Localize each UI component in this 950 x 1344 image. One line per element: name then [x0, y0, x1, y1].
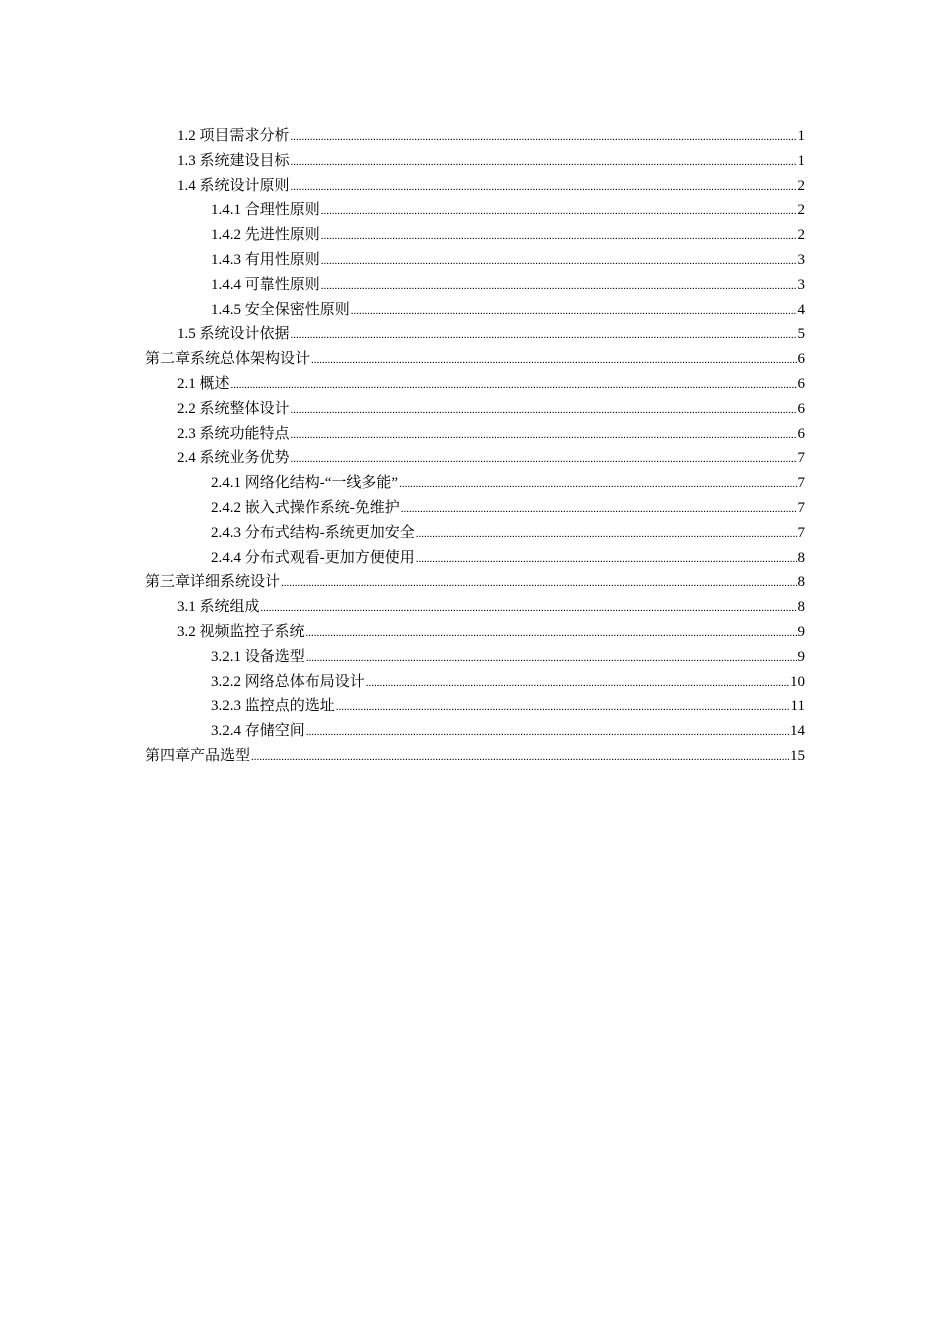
toc-entry[interactable] [0, 446, 950, 471]
dot-leader [261, 596, 797, 621]
toc-entry-page-number: 2 [797, 177, 805, 194]
toc-entry-title: 3.2.2 网络总体布局设计 [211, 673, 365, 690]
toc-entry[interactable] [0, 546, 950, 571]
toc-entry-title: 2.3 系统功能特点 [177, 425, 290, 442]
dot-leader [416, 522, 797, 547]
toc-entry[interactable] [0, 645, 950, 670]
toc-entry-page-number: 6 [797, 351, 805, 368]
toc-entry-title: 3.2.1 设备选型 [211, 648, 305, 665]
dot-leader [366, 671, 789, 696]
toc-entry-page-number: 7 [797, 475, 805, 492]
toc-entry[interactable] [0, 223, 950, 248]
toc-entry-page-number: 8 [797, 599, 805, 616]
toc-entry-page-number: 7 [797, 450, 805, 467]
toc-entry-title: 1.5 系统设计依据 [177, 326, 290, 343]
dot-leader [306, 646, 797, 671]
toc-entry-title: 2.1 概述 [177, 375, 230, 392]
toc-entry-page-number: 2 [797, 227, 805, 244]
toc-entry[interactable] [0, 719, 950, 744]
dot-leader [336, 695, 790, 720]
toc-entry-title: 1.4.4 可靠性原则 [211, 276, 320, 293]
toc-entry-page-number: 9 [797, 648, 805, 665]
toc-entry-page-number: 15 [790, 747, 805, 764]
toc-entry-page-number: 11 [790, 698, 805, 715]
toc-entry-page-number: 6 [797, 425, 805, 442]
toc-entry[interactable] [0, 372, 950, 397]
dot-leader [291, 125, 797, 150]
dot-leader [321, 199, 797, 224]
toc-entry[interactable] [0, 570, 950, 595]
toc-entry[interactable] [0, 521, 950, 546]
toc-entry-title: 1.4 系统设计原则 [177, 177, 290, 194]
dot-leader [321, 224, 797, 249]
toc-entry[interactable] [0, 124, 950, 149]
toc-entry-title: 1.4.2 先进性原则 [211, 227, 320, 244]
dot-leader [401, 497, 797, 522]
toc-entry-title: 第二章系统总体架构设计 [145, 351, 311, 368]
toc-entry-page-number: 3 [797, 251, 805, 268]
toc-entry-title: 2.4.1 网络化结构-“一线多能” [211, 475, 399, 492]
toc-entry-title: 2.4.4 分布式观看-更加方便使用 [211, 549, 415, 566]
toc-entry-title: 1.4.3 有用性原则 [211, 251, 320, 268]
toc-entry[interactable] [0, 694, 950, 719]
toc-entry[interactable] [0, 397, 950, 422]
dot-leader [321, 249, 797, 274]
toc-entry-page-number: 9 [797, 623, 805, 640]
dot-leader [291, 398, 797, 423]
toc-entry-title: 2.4.3 分布式结构-系统更加安全 [211, 524, 415, 541]
toc-entry[interactable] [0, 620, 950, 645]
toc-entry-title: 2.2 系统整体设计 [177, 400, 290, 417]
dot-leader [399, 472, 796, 497]
toc-entry[interactable] [0, 595, 950, 620]
toc-entry[interactable] [0, 670, 950, 695]
toc-entry[interactable] [0, 422, 950, 447]
toc-entry[interactable] [0, 273, 950, 298]
toc-entry-page-number: 14 [790, 723, 805, 740]
dot-leader [306, 720, 789, 745]
dot-leader [291, 423, 797, 448]
dot-leader [351, 299, 797, 324]
dot-leader [291, 150, 797, 175]
toc-entry-page-number: 2 [797, 202, 805, 219]
dot-leader [321, 274, 797, 299]
dot-leader [291, 447, 797, 472]
toc-entry-title: 3.2.3 监控点的选址 [211, 698, 335, 715]
toc-entry-page-number: 10 [790, 673, 805, 690]
toc-entry-page-number: 8 [797, 549, 805, 566]
dot-leader [311, 348, 796, 373]
table-of-contents [0, 124, 950, 769]
toc-entry-page-number: 6 [797, 400, 805, 417]
toc-entry-title: 3.2 视频监控子系统 [177, 623, 305, 640]
toc-entry[interactable] [0, 198, 950, 223]
dot-leader [416, 547, 797, 572]
toc-entry[interactable] [0, 744, 950, 769]
dot-leader [251, 745, 789, 770]
toc-entry-page-number: 4 [797, 301, 805, 318]
dot-leader [306, 621, 797, 646]
toc-entry-page-number: 1 [797, 128, 805, 144]
toc-entry-page-number: 5 [797, 326, 805, 343]
toc-entry-page-number: 3 [797, 276, 805, 293]
toc-entry-title: 第四章产品选型 [145, 747, 251, 764]
toc-entry-title: 2.4 系统业务优势 [177, 450, 290, 467]
toc-entry-page-number: 7 [797, 524, 805, 541]
toc-entry[interactable] [0, 322, 950, 347]
toc-entry-title: 1.3 系统建设目标 [177, 152, 290, 169]
dot-leader [281, 571, 796, 596]
toc-entry-title: 3.2.4 存储空间 [211, 723, 305, 740]
toc-entry[interactable] [0, 471, 950, 496]
toc-entry[interactable] [0, 298, 950, 323]
toc-entry-title: 2.4.2 嵌入式操作系统-免维护 [211, 499, 400, 516]
toc-entry[interactable] [0, 248, 950, 273]
toc-entry-page-number: 6 [797, 375, 805, 392]
dot-leader [231, 373, 797, 398]
toc-entry-title: 1.4.1 合理性原则 [211, 202, 320, 219]
toc-entry-page-number: 8 [797, 574, 805, 591]
toc-entry-title: 3.1 系统组成 [177, 599, 260, 616]
toc-entry-title: 1.2 项目需求分析 [177, 128, 290, 144]
toc-entry[interactable] [0, 149, 950, 174]
toc-entry-page-number: 7 [797, 499, 805, 516]
toc-entry[interactable] [0, 347, 950, 372]
toc-entry-page-number: 1 [797, 152, 805, 169]
dot-leader [291, 323, 797, 348]
toc-entry-title: 第三章详细系统设计 [145, 574, 281, 591]
toc-entry-title: 1.4.5 安全保密性原则 [211, 301, 350, 318]
toc-entry[interactable] [0, 496, 950, 521]
toc-entry[interactable] [0, 174, 950, 199]
dot-leader [291, 175, 797, 200]
